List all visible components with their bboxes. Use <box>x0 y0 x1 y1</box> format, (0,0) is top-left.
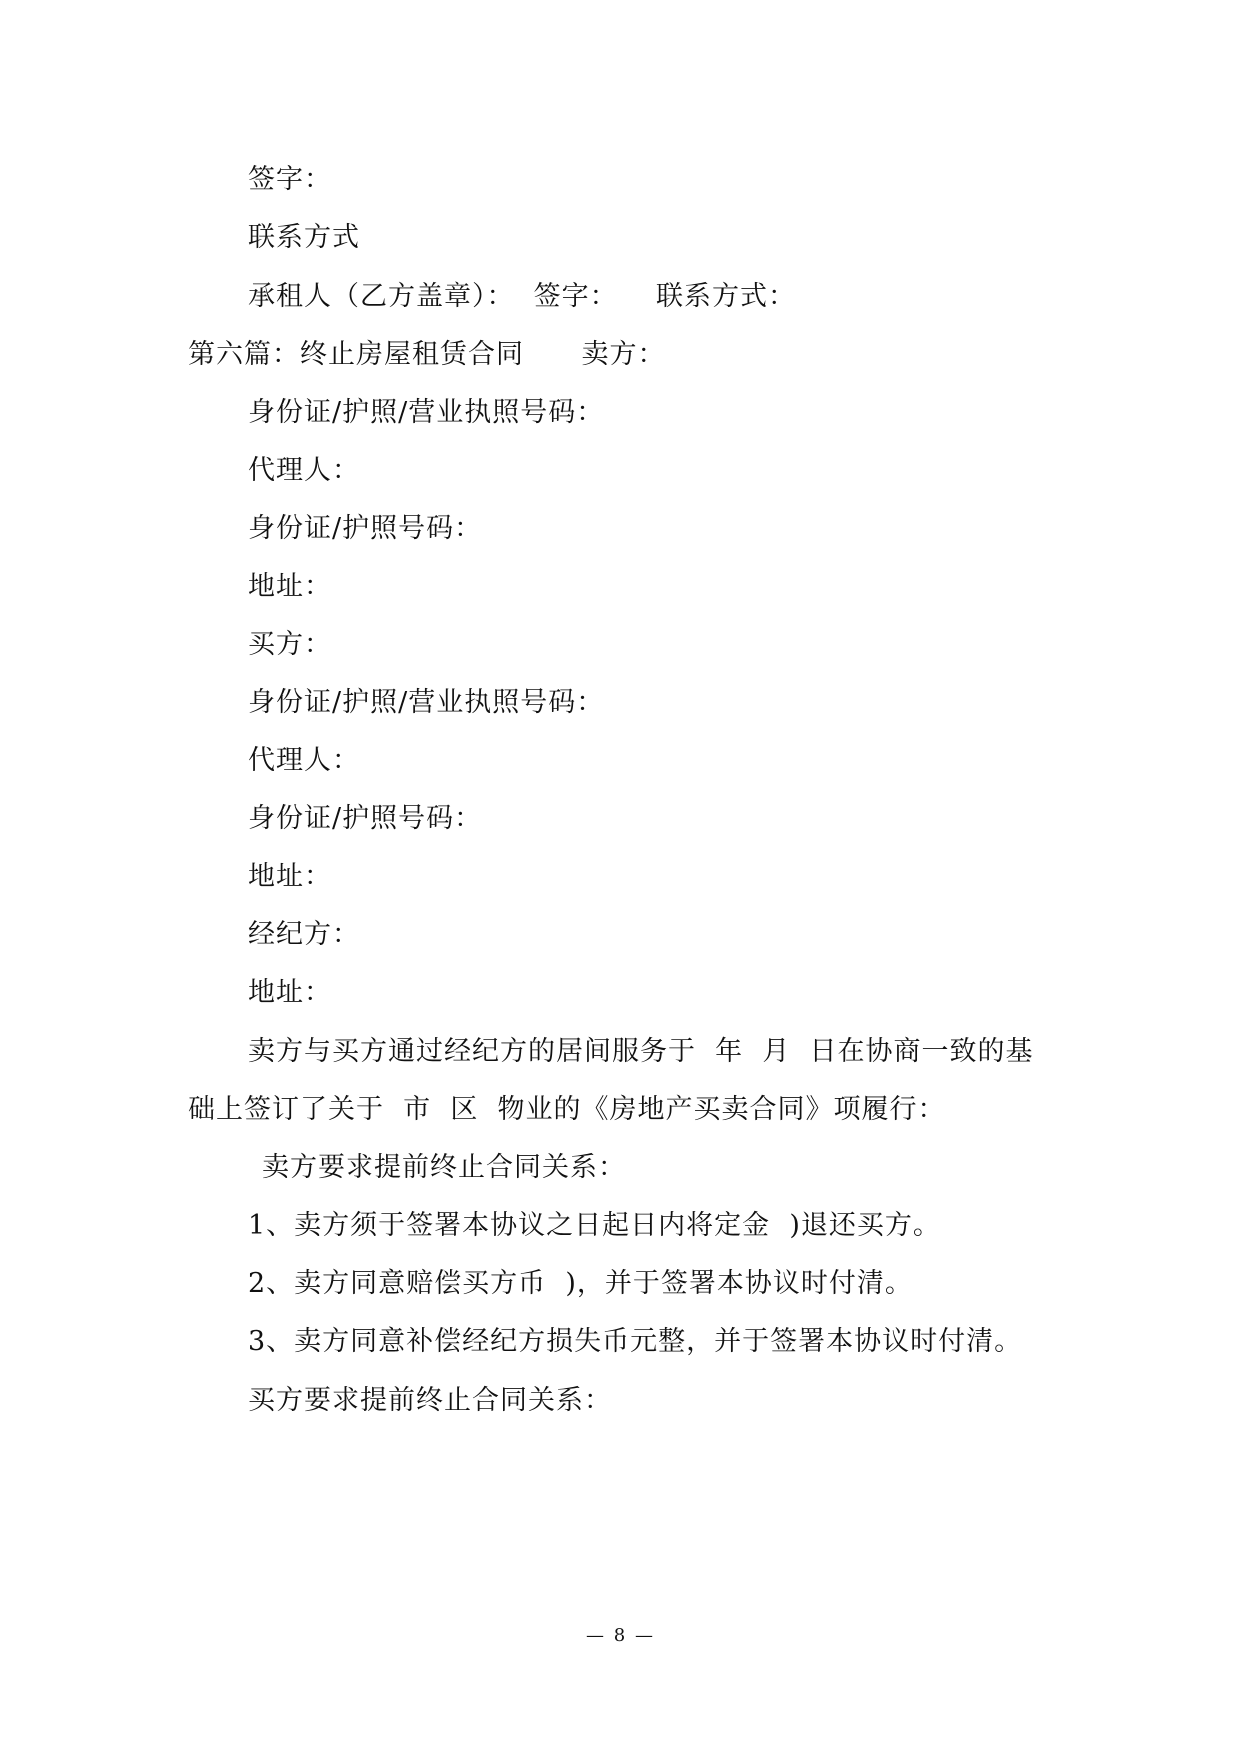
signature-line: 签字： <box>248 164 332 195</box>
seller-address-line: 地址： <box>248 571 332 602</box>
seller-termination-heading: 卖方要求提前终止合同关系： <box>262 1152 626 1183</box>
seller-agent-line: 代理人： <box>248 455 360 486</box>
agreement-paragraph-line-2: 础上签订了关于 市 区 物业的《房地产买卖合同》项履行： <box>188 1094 946 1125</box>
clause-1: 1、卖方须于签署本协议之日起日内将定金 )退还买方。 <box>248 1210 941 1241</box>
buyer-agent-id-line: 身份证/护照号码： <box>248 803 483 834</box>
buyer-agent-line: 代理人： <box>248 745 360 776</box>
buyer-id-line: 身份证/护照/营业执照号码： <box>248 687 605 718</box>
contact-line: 联系方式 <box>248 222 360 253</box>
agreement-paragraph-line-1: 卖方与买方通过经纪方的居间服务于 年 月 日在协商一致的基 <box>248 1036 1034 1067</box>
buyer-address-line: 地址： <box>248 861 332 892</box>
seller-agent-id-line: 身份证/护照号码： <box>248 513 483 544</box>
clause-3: 3、卖方同意补偿经纪方损失币元整，并于签署本协议时付清。 <box>248 1326 1023 1357</box>
seller-id-line: 身份证/护照/营业执照号码： <box>248 397 605 428</box>
clause-2: 2、卖方同意赔偿买方币 )，并于签署本协议时付清。 <box>248 1268 913 1299</box>
broker-line: 经纪方： <box>248 919 360 950</box>
broker-address-line: 地址： <box>248 977 332 1008</box>
buyer-termination-heading: 买方要求提前终止合同关系： <box>248 1385 612 1416</box>
lessee-signature-line: 承租人（乙方盖章）： 签字： 联系方式： <box>248 281 796 312</box>
section-heading: 第六篇：终止房屋租赁合同 卖方： <box>188 339 666 370</box>
page-number: — 8 — <box>586 1625 655 1646</box>
buyer-line: 买方： <box>248 629 332 660</box>
